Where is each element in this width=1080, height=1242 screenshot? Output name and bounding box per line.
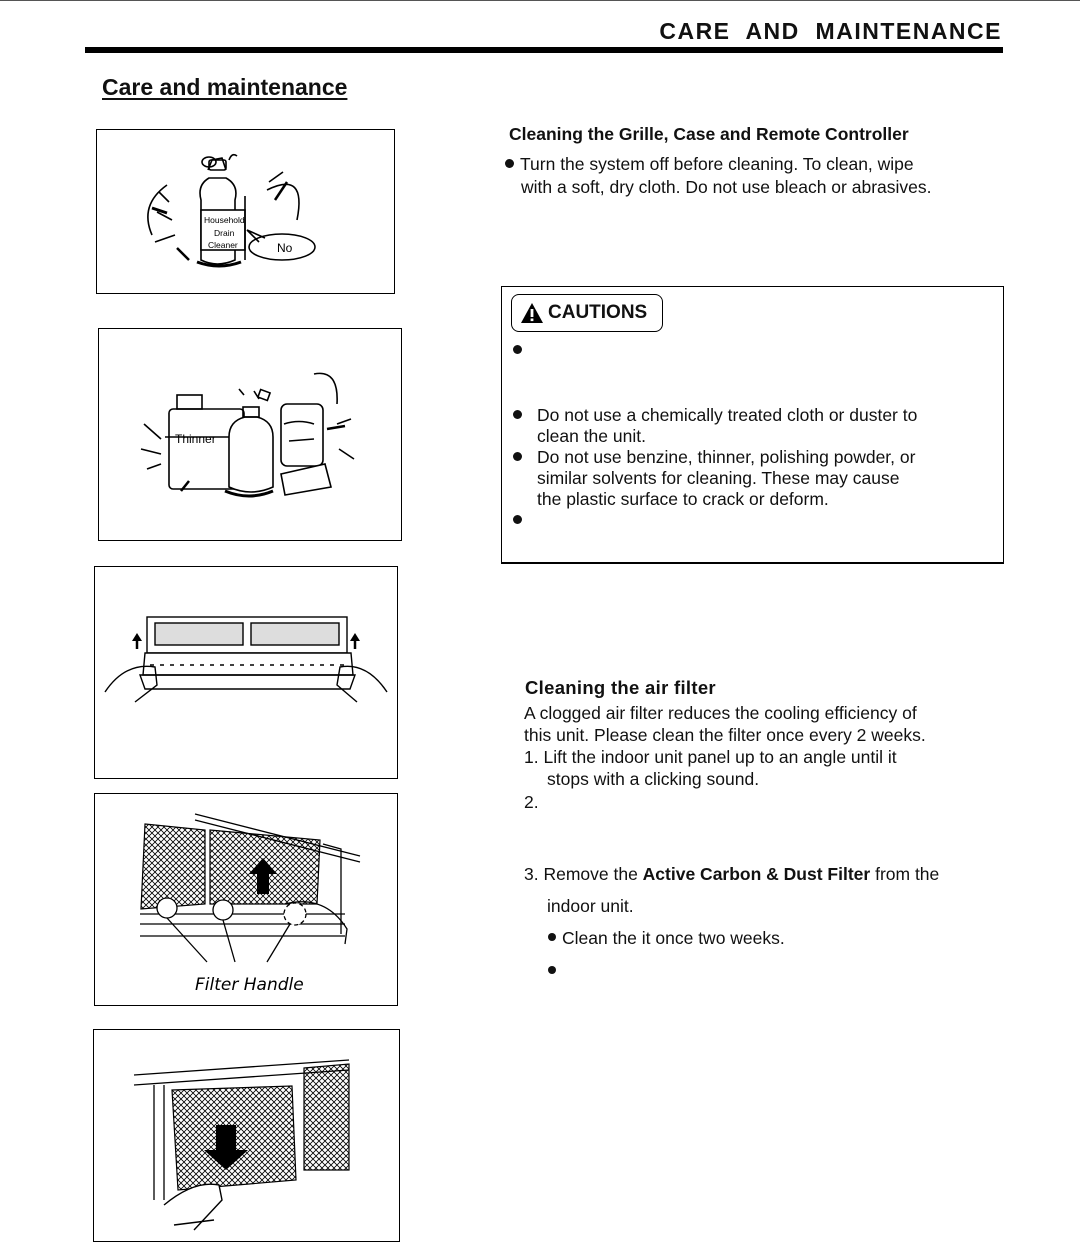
header-rule: [85, 47, 1003, 53]
thinner-label: Thinner: [175, 432, 216, 446]
caution-bullet-2: [513, 410, 522, 419]
air-filter-step-1-cont: stops with a clicking sound.: [547, 769, 760, 789]
caution-item-3-line-2: similar solvents for cleaning. These may cause: [537, 468, 900, 488]
caution-item-3-line-3: the plastic surface to crack or deform.: [537, 489, 829, 509]
air-filter-bullet-2: [548, 966, 556, 974]
grille-heading: Cleaning the Grille, Case and Remote Controller: [509, 124, 909, 144]
header-title: CARE AND MAINTENANCE: [659, 18, 1002, 44]
caution-item-2-line-2: clean the unit.: [537, 426, 646, 446]
drain-label-line-2: Drain: [214, 228, 235, 238]
section-title: Care and maintenance: [102, 74, 348, 100]
filter-handle-caption: Filter Handle: [195, 975, 304, 995]
figure-drain-cleaner: [96, 129, 395, 294]
cautions-badge: [511, 294, 663, 332]
air-filter-step-3-cont: indoor unit.: [547, 896, 634, 916]
no-bubble-text: No: [277, 241, 293, 255]
lift-panel-illustration: [95, 567, 397, 778]
caution-bullet-4: [513, 515, 522, 524]
caution-item-2-line-1: Do not use a chemically treated cloth or duster to: [537, 405, 918, 425]
grille-line-1-text: Turn the system off before cleaning. To clean, wipe: [520, 154, 914, 174]
air-filter-heading: Cleaning the air filter: [525, 677, 716, 698]
cautions-title: CAUTIONS: [548, 302, 648, 323]
figure-filter-handle: [94, 793, 398, 1006]
bullet-icon: [505, 159, 514, 168]
figure-lift-panel: [94, 566, 398, 779]
air-filter-bullet-1: [548, 927, 785, 949]
caution-item-3: [537, 447, 992, 510]
step-3-suffix: from the: [870, 864, 940, 884]
air-filter-step-3: [524, 863, 939, 885]
warning-triangle-icon: [520, 302, 544, 324]
grille-line-2: with a soft, dry cloth. Do not use bleach or abrasives.: [521, 177, 932, 197]
step-3-filter-name: Active Carbon & Dust Filter: [642, 864, 871, 884]
air-filter-step-2: 2.: [524, 792, 539, 812]
pull-filter-illustration: [94, 1030, 399, 1241]
air-filter-step-1: 1. Lift the indoor unit panel up to an angle until it: [524, 747, 897, 767]
top-border: [0, 0, 1080, 1]
grille-line-1: [505, 153, 914, 175]
drain-label-line-1: Household: [204, 215, 245, 225]
filter-handle-illustration: [95, 794, 397, 1005]
drain-label-line-3: Cleaner: [208, 240, 238, 250]
air-filter-bullet-1-text: Clean the it once two weeks.: [562, 928, 785, 948]
solvents-illustration: [99, 329, 401, 540]
drain-cleaner-illustration: [97, 130, 394, 293]
air-filter-intro-1: A clogged air filter reduces the cooling efficiency of: [524, 703, 917, 723]
caution-bullet-1: [513, 345, 522, 354]
caution-bullet-3: [513, 452, 522, 461]
figure-solvents: [98, 328, 402, 541]
air-filter-intro-2: this unit. Please clean the filter once every 2 weeks.: [524, 725, 926, 745]
caution-item-3-line-1: Do not use benzine, thinner, polishing powder, or: [537, 447, 916, 467]
step-3-prefix: 3. Remove the: [524, 864, 643, 884]
cautions-box: [501, 286, 1004, 564]
bullet-icon: [548, 933, 556, 941]
caution-item-2: [537, 405, 992, 447]
figure-pull-filter: [93, 1029, 400, 1242]
